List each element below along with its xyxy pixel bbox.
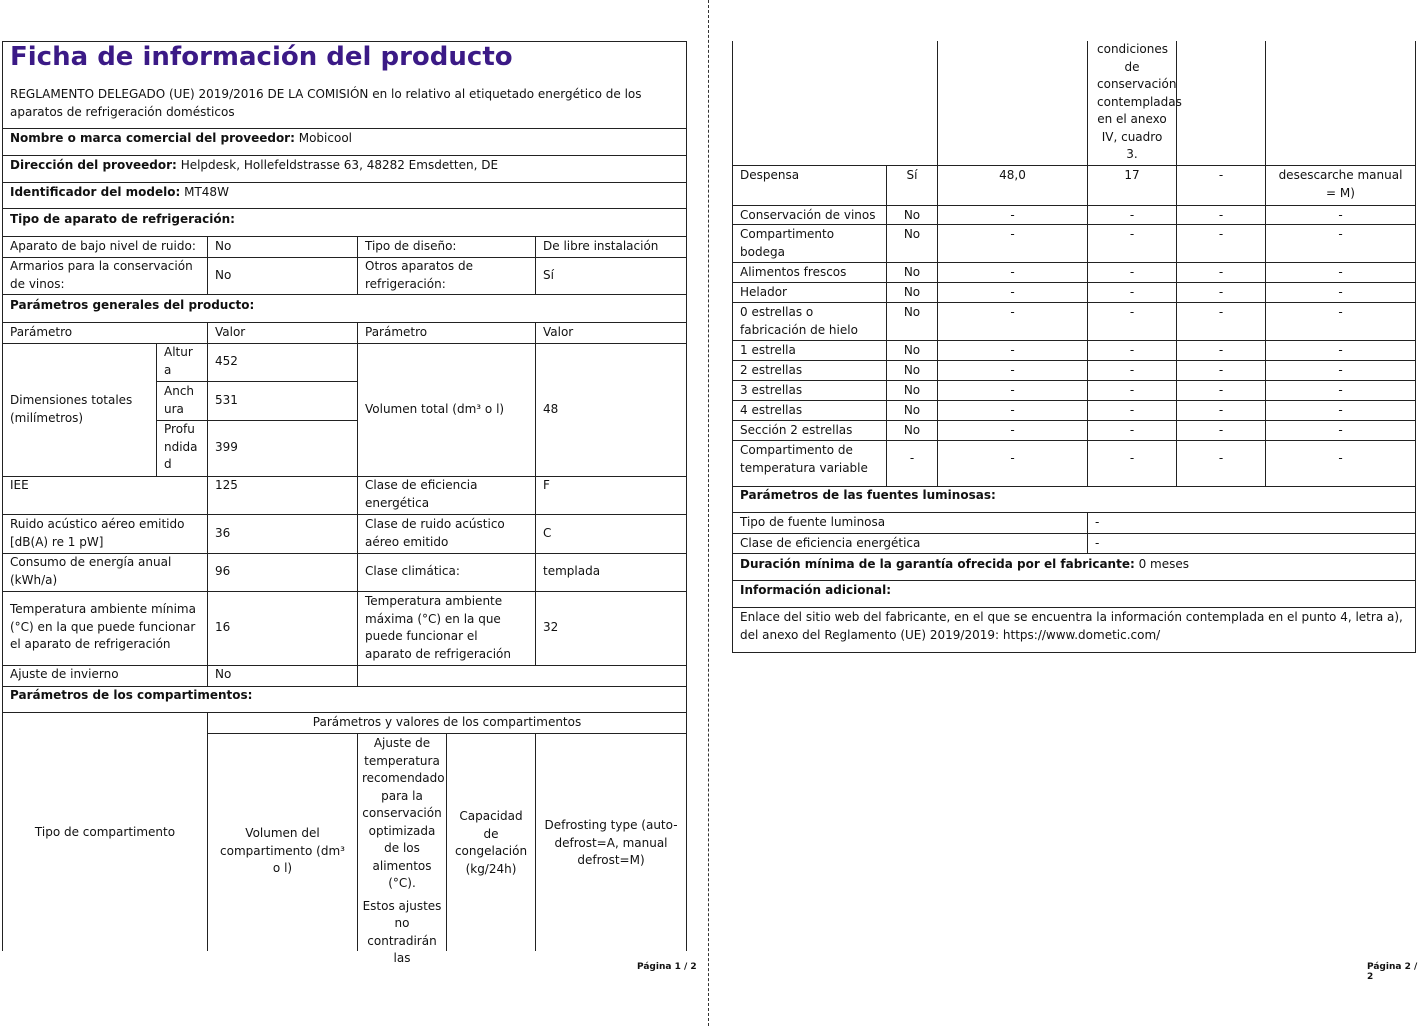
depth-value: 399 xyxy=(215,440,238,454)
row-divider xyxy=(732,224,1416,225)
compartment-defrost: - xyxy=(1338,227,1343,241)
address-value: Helpdesk, Hollefeldstrasse 63, 48282 Emsdetten, DE xyxy=(180,158,499,172)
compartment-temp: - xyxy=(1129,383,1135,397)
winter-label: Ajuste de invierno xyxy=(10,667,119,681)
noise-class-value: C xyxy=(543,526,552,540)
compartment-defrost: - xyxy=(1338,363,1343,377)
low-noise-label: Aparato de bajo nivel de ruido: xyxy=(10,239,196,253)
compartment-name: 0 estrellas o fabricación de hielo xyxy=(740,305,858,337)
row-divider xyxy=(732,165,1416,166)
compartment-name: Helador xyxy=(740,285,787,299)
compartment-temp: - xyxy=(1129,285,1135,299)
height-value: 452 xyxy=(215,354,238,368)
compartment-name: Compartimento bodega xyxy=(740,227,835,259)
compartment-volume: - xyxy=(1010,451,1015,465)
address-label: Dirección del proveedor: xyxy=(10,158,177,172)
depth-label: Profundidad xyxy=(164,422,198,471)
manufacturer-link[interactable]: https://www.dometic.com/ xyxy=(1002,627,1161,642)
row-divider xyxy=(732,205,1416,206)
compartment-temp: - xyxy=(1129,227,1135,241)
compartment-defrost: - xyxy=(1338,208,1343,222)
warranty-value: 0 meses xyxy=(1138,557,1190,571)
compartment-name: 2 estrellas xyxy=(740,363,803,377)
compartment-present: No xyxy=(903,265,921,279)
height-label: Altura xyxy=(164,345,193,377)
row-divider xyxy=(732,360,1416,361)
compartments-heading: Parámetros de los compartimentos: xyxy=(10,688,253,702)
compartment-defrost: - xyxy=(1338,305,1343,319)
supplier-value: Mobicool xyxy=(298,131,352,145)
compartment-defrost: - xyxy=(1338,451,1343,465)
compartment-volume: - xyxy=(1010,363,1015,377)
header-continuation: condiciones de conservación contempladas en el anexo IV, cuadro 3. xyxy=(1097,42,1182,161)
compartment-defrost: - xyxy=(1338,285,1343,299)
general-heading: Parámetros generales del producto: xyxy=(10,298,255,312)
compartment-freeze: - xyxy=(1218,363,1224,377)
compartment-name: Sección 2 estrellas xyxy=(740,423,853,437)
model-row xyxy=(3,184,683,202)
comp-temp-header-a: Ajuste de temperatura recomendado para la conservación optimizada de los alimentos (°C). xyxy=(362,736,445,890)
noise-label: Ruido acústico aéreo emitido [dB(A) re 1 pW] xyxy=(10,517,185,549)
eff-class-label: Clase de eficiencia energética xyxy=(365,478,478,510)
compartment-volume: - xyxy=(1010,265,1015,279)
row-divider xyxy=(732,440,1416,441)
row-divider xyxy=(732,380,1416,381)
comp-temp-header xyxy=(360,735,444,968)
compartment-name: 3 estrellas xyxy=(740,383,803,397)
tmax-label: Temperatura ambiente máxima (°C) en la que puede funcionar el aparato de refrigeración xyxy=(365,594,511,661)
warranty-row xyxy=(733,556,1413,574)
compartment-volume: - xyxy=(1010,383,1015,397)
iee-value: 125 xyxy=(215,478,238,492)
compartment-freeze: - xyxy=(1218,343,1224,357)
width-label: Anchura xyxy=(164,384,195,416)
compartment-temp: 17 xyxy=(1124,168,1140,182)
volume-label: Volumen total (dm³ o l) xyxy=(365,402,505,416)
eff-class-value: F xyxy=(543,478,550,492)
compartment-freeze: - xyxy=(1218,208,1224,222)
design-value: De libre instalación xyxy=(543,239,659,253)
climate-label: Clase climática: xyxy=(365,564,460,578)
additional-info xyxy=(733,609,1415,644)
compartment-volume: 48,0 xyxy=(999,168,1026,182)
iee-label: IEE xyxy=(10,478,29,492)
width-value: 531 xyxy=(215,393,238,407)
compartment-present: No xyxy=(903,305,921,319)
light-type-value: - xyxy=(1095,515,1100,529)
warranty-label: Duración mínima de la garantía ofrecida por el fabricante: xyxy=(740,557,1135,571)
wine-label: Armarios para la conservación de vinos: xyxy=(10,259,193,291)
page-number-2: Página 2 / 2 xyxy=(1367,962,1418,982)
compartment-freeze: - xyxy=(1218,305,1224,319)
compartment-volume: - xyxy=(1010,208,1015,222)
compartment-temp: - xyxy=(1129,208,1135,222)
compartment-name: 4 estrellas xyxy=(740,403,803,417)
tmax-value: 32 xyxy=(543,620,559,634)
compartment-volume: - xyxy=(1010,343,1015,357)
compartment-present: No xyxy=(903,423,921,437)
light-type-label: Tipo de fuente luminosa xyxy=(740,515,886,529)
compartment-volume: - xyxy=(1010,285,1015,299)
page-number-1: Página 1 / 2 xyxy=(637,962,697,972)
type-heading: Tipo de aparato de refrigeración: xyxy=(10,212,235,226)
compartment-temp: - xyxy=(1129,451,1135,465)
col-value-2: Valor xyxy=(543,325,574,339)
compartment-present: Sí xyxy=(906,168,918,182)
compartment-volume: - xyxy=(1010,305,1015,319)
compartment-defrost: - xyxy=(1338,383,1343,397)
compartment-temp: - xyxy=(1129,403,1135,417)
col-param-1: Parámetro xyxy=(10,325,73,339)
compartment-freeze: - xyxy=(1218,403,1224,417)
compartment-volume: - xyxy=(1010,423,1015,437)
compartment-temp: - xyxy=(1129,305,1135,319)
compartment-freeze: - xyxy=(1218,168,1224,182)
compartment-defrost: desescarche manual = M) xyxy=(1278,168,1403,200)
comp-temp-header-b: Estos ajustes no contradirán las xyxy=(362,898,442,965)
other-label: Otros aparatos de refrigeración: xyxy=(365,259,473,291)
energy-label: Consumo de energía anual (kWh/a) xyxy=(10,555,172,587)
regulation-text: REGLAMENTO DELEGADO (UE) 2019/2016 DE LA COMISIÓN en lo relativo al etiquetado energético de los aparatos de refrigeración domésticos xyxy=(10,87,642,119)
compartment-name: Despensa xyxy=(740,168,800,182)
compartment-name: Conservación de vinos xyxy=(740,208,876,222)
supplier-label: Nombre o marca comercial del proveedor: xyxy=(10,131,295,145)
compartment-volume: - xyxy=(1010,227,1015,241)
model-label: Identificador del modelo: xyxy=(10,185,181,199)
compartment-present: - xyxy=(909,451,915,465)
row-divider xyxy=(732,282,1416,283)
noise-value: 36 xyxy=(215,526,231,540)
row-divider xyxy=(732,420,1416,421)
compartment-name: Compartimento de temperatura variable xyxy=(740,443,868,475)
energy-value: 96 xyxy=(215,564,231,578)
row-divider xyxy=(732,262,1416,263)
wine-value: No xyxy=(215,268,232,282)
compartment-present: No xyxy=(903,343,921,357)
compartment-freeze: - xyxy=(1218,285,1224,299)
compartment-defrost: - xyxy=(1338,343,1343,357)
compartment-freeze: - xyxy=(1218,383,1224,397)
compartment-defrost: - xyxy=(1338,265,1343,279)
comp-params-heading: Parámetros y valores de los compartimentos xyxy=(312,715,582,729)
compartment-name: Alimentos frescos xyxy=(740,265,847,279)
design-label: Tipo de diseño: xyxy=(365,239,457,253)
volume-value: 48 xyxy=(543,402,559,416)
light-class-label: Clase de eficiencia energética xyxy=(740,536,921,550)
compartment-freeze: - xyxy=(1218,227,1224,241)
page-divider xyxy=(708,0,709,1026)
compartment-freeze: - xyxy=(1218,451,1224,465)
light-heading: Parámetros de las fuentes luminosas: xyxy=(740,488,996,502)
compartment-temp: - xyxy=(1129,265,1135,279)
col-param-2: Parámetro xyxy=(365,325,428,339)
low-noise-value: No xyxy=(215,239,232,253)
compartment-present: No xyxy=(903,227,921,241)
model-value: MT48W xyxy=(184,185,229,199)
light-class-value: - xyxy=(1095,536,1100,550)
compartment-present: No xyxy=(903,383,921,397)
row-divider xyxy=(732,340,1416,341)
winter-value: No xyxy=(215,667,232,681)
address-row xyxy=(3,157,683,175)
row-divider xyxy=(732,302,1416,303)
dims-label: Dimensiones totales (milímetros) xyxy=(10,393,133,425)
compartment-present: No xyxy=(903,363,921,377)
compartment-defrost: - xyxy=(1338,423,1343,437)
tmin-label: Temperatura ambiente mínima (°C) en la que puede funcionar el aparato de refrigeración xyxy=(10,602,196,651)
compartment-present: No xyxy=(903,285,921,299)
compartment-freeze: - xyxy=(1218,423,1224,437)
compartment-name: 1 estrella xyxy=(740,343,796,357)
other-value: Sí xyxy=(543,268,554,282)
comp-freeze-header: Capacidad de congelación (kg/24h) xyxy=(454,809,528,876)
compartment-temp: - xyxy=(1129,363,1135,377)
compartment-freeze: - xyxy=(1218,265,1224,279)
row-divider xyxy=(732,400,1416,401)
compartment-present: No xyxy=(903,208,921,222)
noise-class-label: Clase de ruido acústico aéreo emitido xyxy=(365,517,505,549)
supplier-row xyxy=(3,130,683,148)
compartment-volume: - xyxy=(1010,403,1015,417)
page-title: Ficha de información del producto xyxy=(10,42,513,72)
compartment-defrost: - xyxy=(1338,403,1343,417)
climate-value: templada xyxy=(543,564,601,578)
compartment-present: No xyxy=(903,403,921,417)
compartment-temp: - xyxy=(1129,423,1135,437)
tmin-value: 16 xyxy=(215,620,231,634)
col-value-1: Valor xyxy=(215,325,246,339)
comp-volume-header: Volumen del compartimento (dm³ o l) xyxy=(220,826,345,875)
comp-defrost-header: Defrosting type (auto-defrost=A, manual defrost=M) xyxy=(544,818,678,867)
additional-heading: Información adicional: xyxy=(740,583,892,597)
compartment-temp: - xyxy=(1129,343,1135,357)
comp-type-header: Tipo de compartimento xyxy=(34,825,176,839)
additional-text: Enlace del sitio web del fabricante, en el que se encuentra la información contemplada en el punto 4, letra a), del anexo del Reglamento (UE) 2019/2019: xyxy=(740,610,1403,642)
